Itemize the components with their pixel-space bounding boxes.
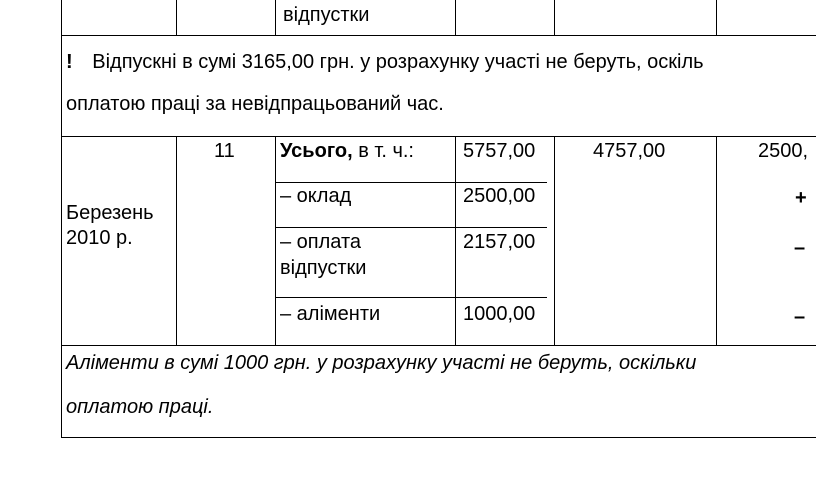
col6-value: 2500, — [758, 140, 809, 162]
table-bottom-border — [61, 437, 816, 438]
total-label-rest: в т. ч.: — [352, 140, 414, 162]
note1-exclamation-mark: ! — [66, 51, 73, 73]
row-divider-note1 — [61, 136, 816, 137]
total-label-bold: Усього, — [280, 140, 353, 162]
item-oplata-mark: – — [794, 237, 806, 259]
note1-text-line1: Відпускні в сумі 3165,00 грн. у розрахунку участі не беруть, оскіль — [92, 51, 704, 73]
col5-value: 4757,00 — [593, 140, 666, 162]
col-divider-5-top — [554, 0, 555, 35]
item-oklad-mark: + — [795, 187, 807, 209]
row-divider-alimenty — [275, 297, 547, 298]
item-oklad-label: – оклад — [280, 185, 352, 207]
note2-text-line1: Аліменти в сумі 1000 грн. у розрахунку участі не беруть, оскільки — [66, 352, 697, 374]
total-value: 5757,00 — [463, 140, 536, 162]
total-label — [280, 139, 414, 163]
row-divider-march-bottom — [61, 345, 816, 346]
note2-text-line2: оплатою праці. — [66, 396, 214, 418]
row-divider-oklad — [275, 182, 547, 183]
row-divider-oplata — [275, 227, 547, 228]
col-divider-6-top — [716, 0, 717, 35]
item-alimenty-mark: – — [794, 306, 806, 328]
top-row-col3-label: відпустки — [283, 4, 370, 26]
month-line2: 2010 р. — [66, 227, 133, 249]
item-oplata-label-line2: відпустки — [280, 257, 367, 279]
item-alimenty-label: – аліменти — [280, 303, 381, 325]
col-divider-3-march — [275, 136, 276, 345]
col-divider-2-march — [176, 136, 177, 345]
row-divider-top — [61, 35, 816, 36]
note1-line1 — [66, 50, 704, 74]
col-divider-6-march — [716, 136, 717, 345]
col-divider-2-top — [176, 0, 177, 35]
note1-text-line2: оплатою праці за невідпрацьований час. — [66, 93, 444, 115]
left-border — [61, 0, 62, 438]
item-oklad-value: 2500,00 — [463, 185, 536, 207]
col-divider-4-march — [455, 136, 456, 345]
col-divider-3-top — [275, 0, 276, 35]
item-alimenty-value: 1000,00 — [463, 303, 536, 325]
month-line1: Березень — [66, 202, 154, 224]
col-divider-4-top — [455, 0, 456, 35]
days-count: 11 — [214, 140, 235, 162]
col-divider-5-march — [554, 136, 555, 345]
item-oplata-label-line1: – оплата — [280, 231, 362, 253]
item-oplata-value: 2157,00 — [463, 231, 536, 253]
